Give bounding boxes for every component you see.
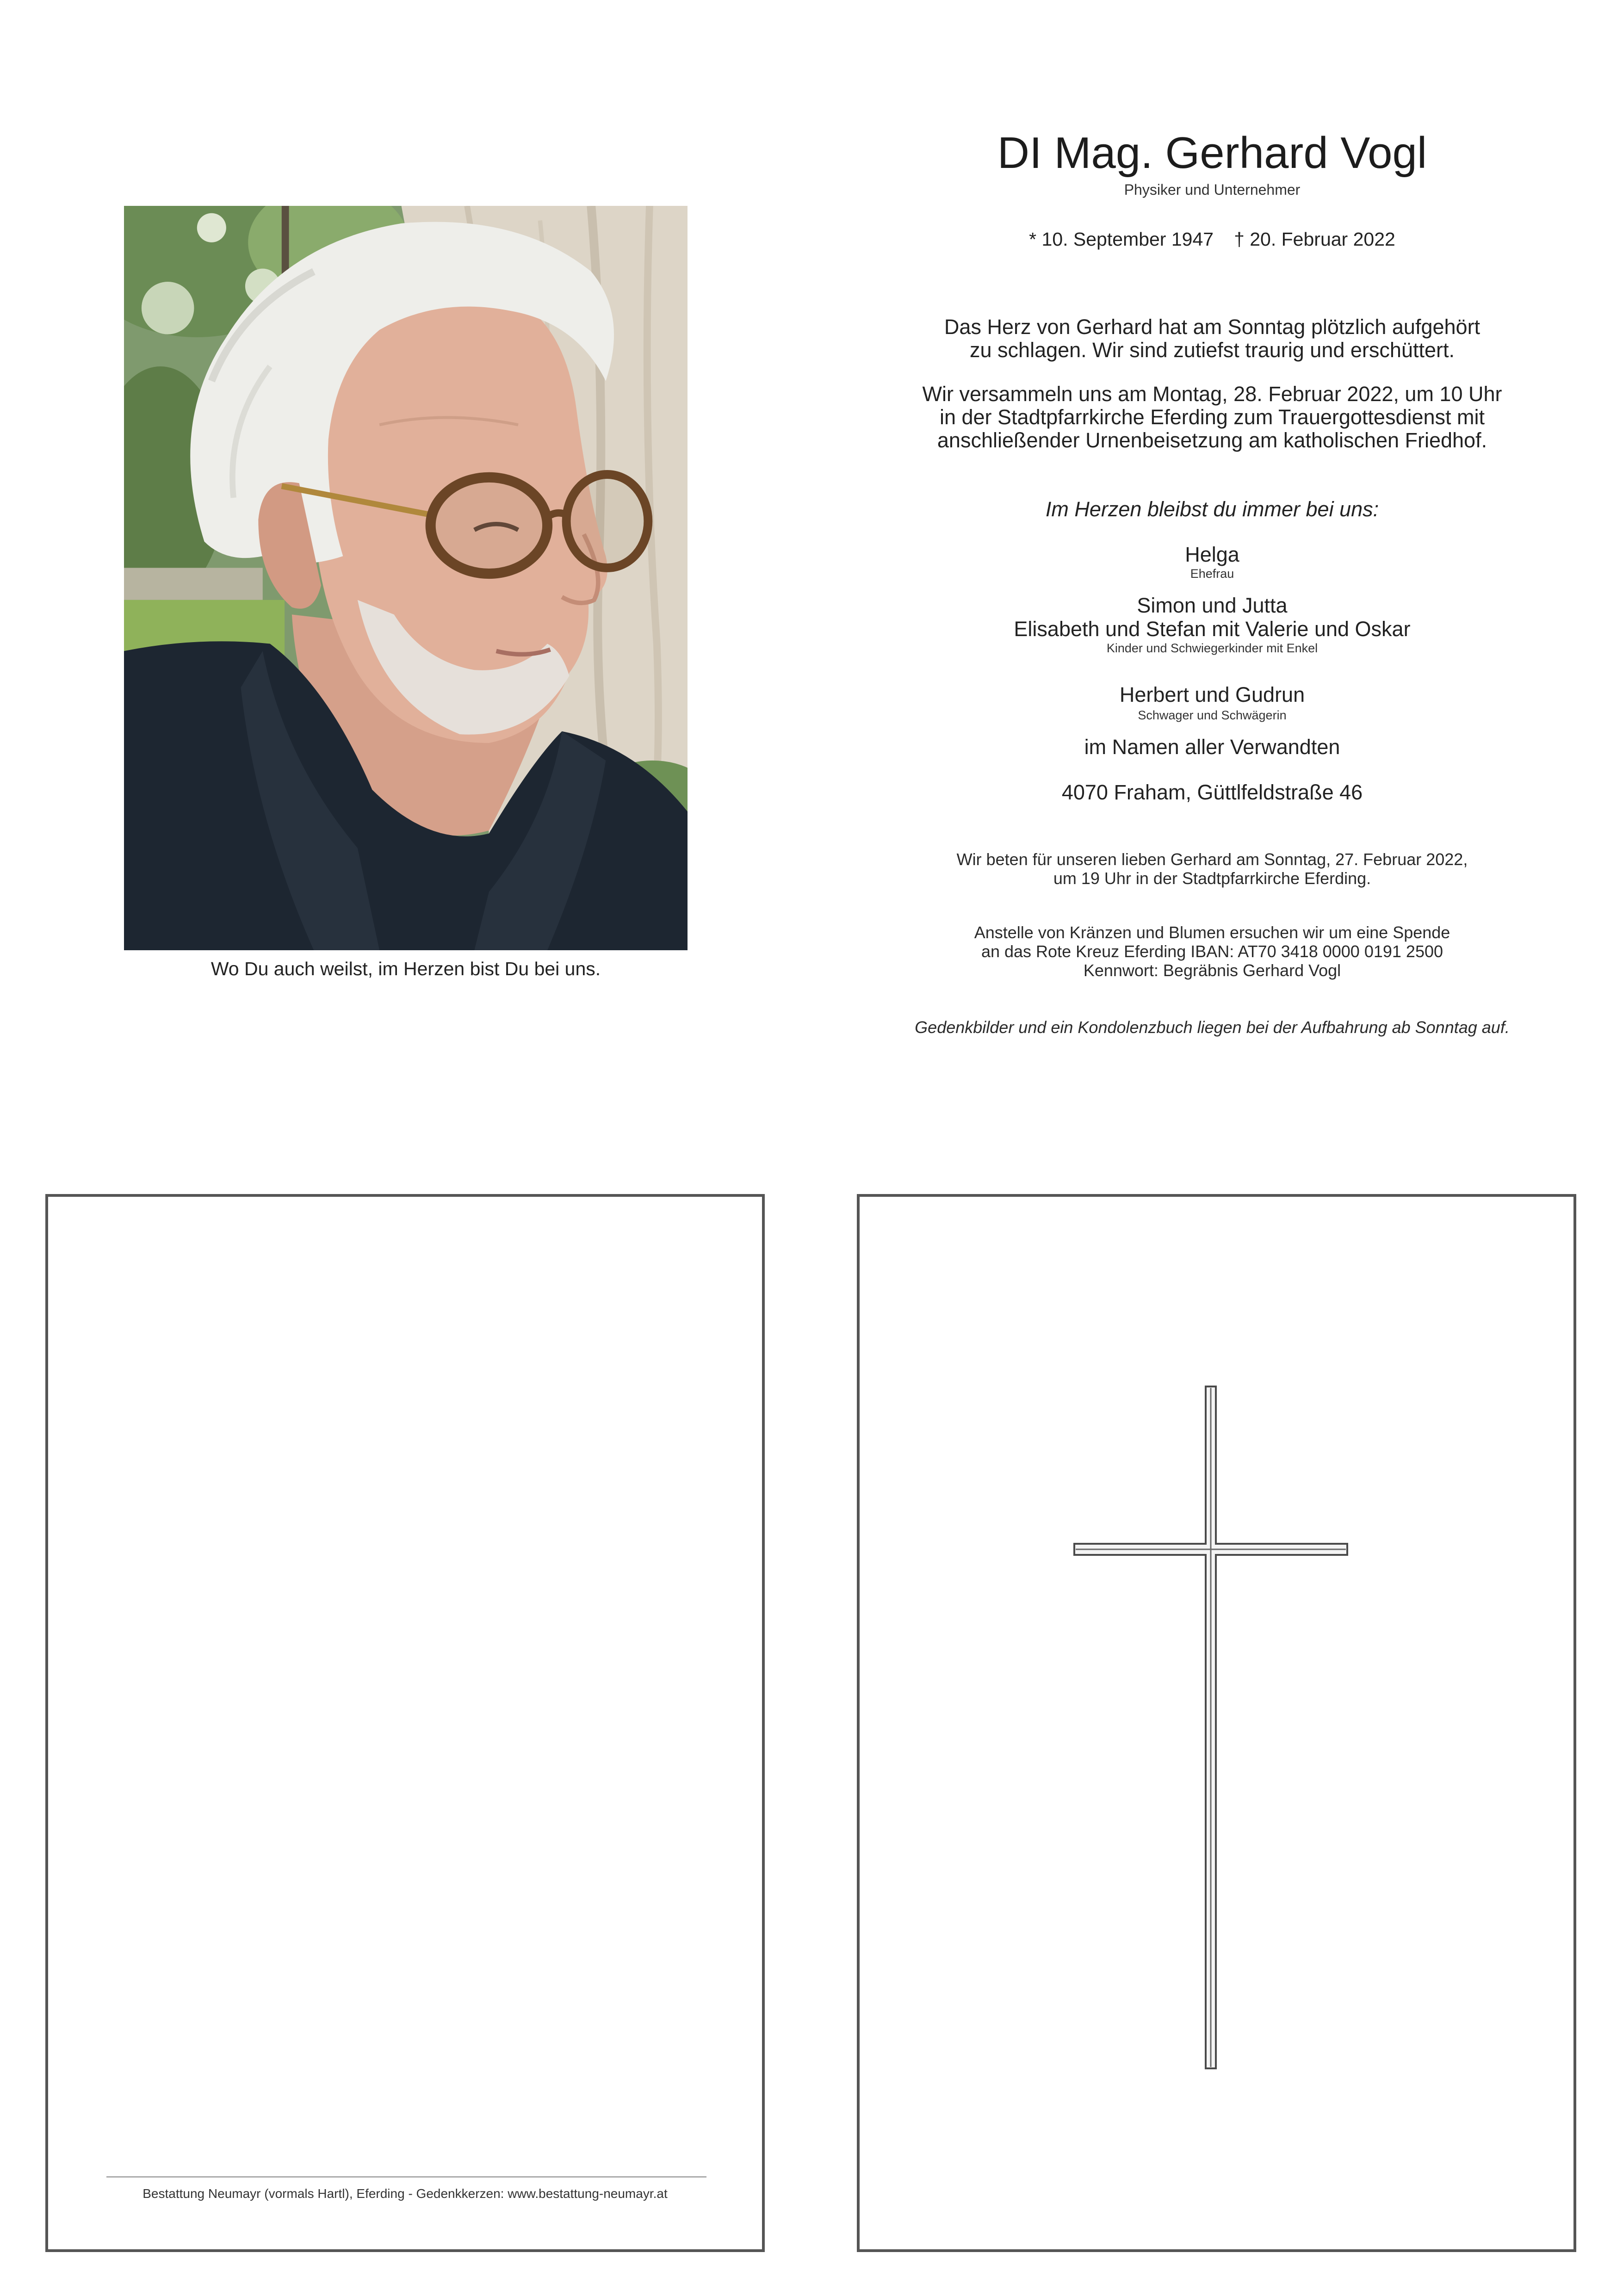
deceased-name: DI Mag. Gerhard Vogl bbox=[997, 128, 1427, 178]
mourner-name: Helga bbox=[1185, 543, 1239, 566]
mourner-name: Herbert und Gudrun bbox=[1119, 683, 1305, 706]
service-line: Wir versammeln uns am Montag, 28. Februar 2022, um 10 Uhr bbox=[922, 382, 1502, 406]
donation-line: Anstelle von Kränzen und Blumen ersuchen wir um eine Spende bbox=[974, 923, 1450, 942]
service-paragraph bbox=[865, 383, 1559, 452]
mourner-name: Simon und Jutta bbox=[1137, 594, 1288, 617]
notice-text-column bbox=[865, 0, 1559, 1064]
donation-line: Kennwort: Begräbnis Gerhard Vogl bbox=[1083, 961, 1341, 980]
mourner-relation: Ehefrau bbox=[1190, 567, 1234, 581]
portrait-frame bbox=[124, 206, 688, 950]
life-dates bbox=[865, 228, 1559, 251]
announcement-paragraph bbox=[865, 316, 1559, 362]
announcement-line: zu schlagen. Wir sind zutiefst traurig und erschüttert. bbox=[970, 338, 1455, 362]
portrait-photo bbox=[124, 206, 688, 950]
service-line: in der Stadtpfarrkirche Eferding zum Trauergottesdienst mit bbox=[939, 405, 1485, 429]
donation-line: an das Rote Kreuz Eferding IBAN: AT70 3418 0000 0191 2500 bbox=[981, 942, 1443, 961]
mourners-heading: Im Herzen bleibst du immer bei uns: bbox=[1045, 497, 1379, 521]
death-date: † 20. Februar 2022 bbox=[1234, 229, 1395, 250]
mourners-closing: im Namen aller Verwandten bbox=[1084, 735, 1340, 759]
prayer-line: um 19 Uhr in der Stadtpfarrkirche Eferding. bbox=[1053, 869, 1371, 888]
mourner-relation: Kinder und Schwiegerkinder mit Enkel bbox=[1106, 641, 1318, 655]
prayer-paragraph bbox=[865, 850, 1559, 888]
service-line: anschließender Urnenbeisetzung am katholischen Friedhof. bbox=[937, 428, 1487, 452]
memorial-card-front bbox=[857, 1194, 1576, 2252]
memorial-card-back bbox=[45, 1194, 765, 2252]
cross-icon bbox=[1070, 1384, 1352, 2073]
birth-date: * 10. September 1947 bbox=[1029, 229, 1214, 250]
mourner-name: Elisabeth und Stefan mit Valerie und Oskar bbox=[1014, 617, 1411, 641]
footer-divider bbox=[106, 2176, 706, 2178]
funeral-home-footer: Bestattung Neumayr (vormals Hartl), Eferding - Gedenkkerzen: www.bestattung-neumayr.at bbox=[142, 2186, 668, 2201]
family-address: 4070 Fraham, Güttlfeldstraße 46 bbox=[1061, 780, 1363, 804]
announcement-line: Das Herz von Gerhard hat am Sonntag plötzlich aufgehört bbox=[944, 315, 1481, 339]
deceased-profession: Physiker und Unternehmer bbox=[1124, 181, 1301, 198]
mourner-relation: Schwager und Schwägerin bbox=[1138, 708, 1287, 722]
photo-caption: Wo Du auch weilst, im Herzen bist Du bei uns. bbox=[211, 958, 601, 979]
donation-paragraph bbox=[865, 923, 1559, 980]
prayer-line: Wir beten für unseren lieben Gerhard am Sonntag, 27. Februar 2022, bbox=[956, 850, 1468, 869]
viewing-note: Gedenkbilder und ein Kondolenzbuch liegen bei der Aufbahrung ab Sonntag auf. bbox=[915, 1018, 1510, 1037]
